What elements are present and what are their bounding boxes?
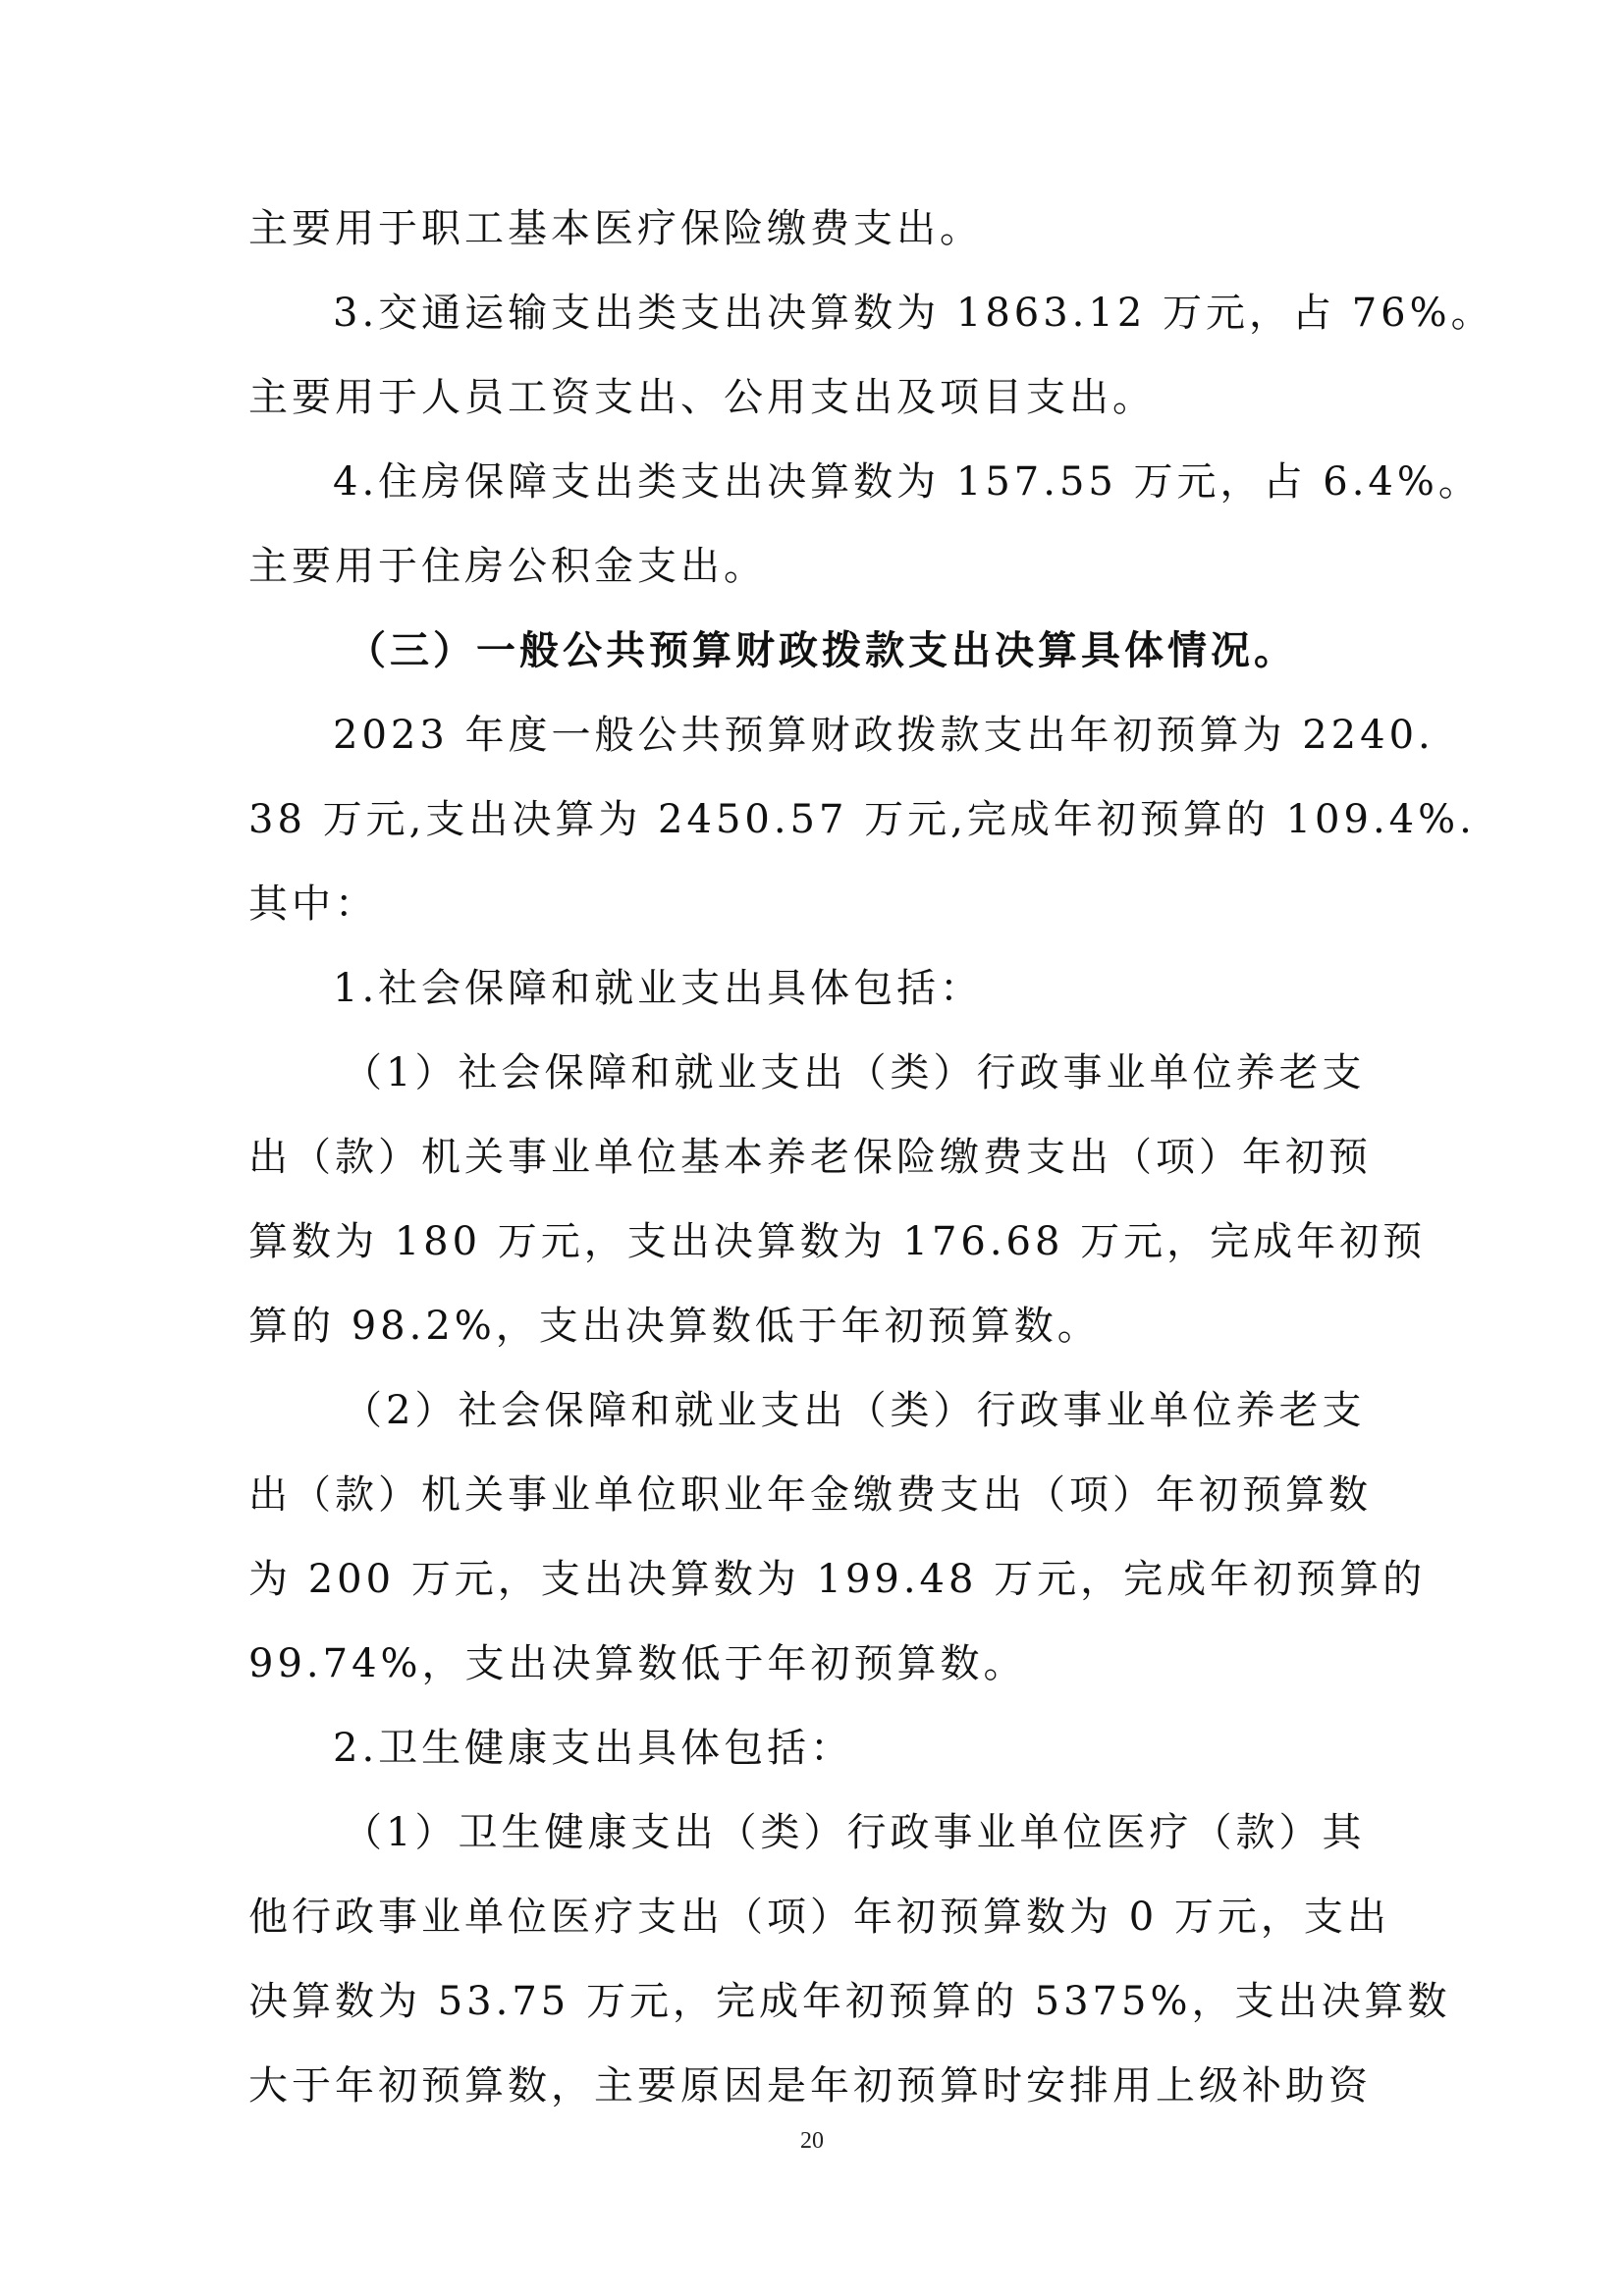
text-line: 出（款）机关事业单位基本养老保险缴费支出（项）年初预 — [248, 1135, 1372, 1180]
text-line: 38 万元,支出决算为 2450.57 万元,完成年初预算的 109.4%. — [248, 797, 1476, 842]
text-line: 99.74%，支出决算数低于年初预算数。 — [248, 1641, 1027, 1686]
text-line: 主要用于职工基本医疗保险缴费支出。 — [248, 206, 983, 251]
text-line: 为 200 万元，支出决算数为 199.48 万元，完成年初预算的 — [248, 1557, 1427, 1602]
text-line: 2.卫生健康支出具体包括： — [333, 1726, 854, 1771]
text-line: 4.住房保障支出类支出决算数为 157.55 万元，占 6.4%。 — [333, 459, 1482, 505]
section-heading: （三）一般公共预算财政拨款支出决算具体情况。 — [347, 627, 1297, 673]
text-line: 2023 年度一般公共预算财政拨款支出年初预算为 2240. — [333, 713, 1435, 758]
text-line: 1.社会保障和就业支出具体包括： — [333, 966, 984, 1011]
text-line: （2）社会保障和就业支出（类）行政事业单位养老支 — [343, 1388, 1366, 1433]
text-line: 主要用于住房公积金支出。 — [248, 544, 767, 589]
text-line: 其中： — [248, 881, 378, 927]
text-line: 他行政事业单位医疗支出（项）年初预算数为 0 万元，支出 — [248, 1895, 1390, 1940]
text-line: 3.交通运输支出类支出决算数为 1863.12 万元，占 76%。 — [333, 291, 1494, 336]
text-line: 算的 98.2%，支出决算数低于年初预算数。 — [248, 1304, 1101, 1349]
text-line: 主要用于人员工资支出、公用支出及项目支出。 — [248, 375, 1156, 420]
text-line: （1）社会保障和就业支出（类）行政事业单位养老支 — [343, 1050, 1366, 1095]
page-number: 20 — [800, 2128, 824, 2154]
text-line: 出（款）机关事业单位职业年金缴费支出（项）年初预算数 — [248, 1472, 1372, 1518]
text-line: （1）卫生健康支出（类）行政事业单位医疗（款）其 — [343, 1810, 1366, 1855]
text-line: 算数为 180 万元，支出决算数为 176.68 万元，完成年初预 — [248, 1219, 1427, 1264]
text-line: 大于年初预算数，主要原因是年初预算时安排用上级补助资 — [248, 2063, 1372, 2109]
body-text — [248, 187, 1494, 2128]
text-line: 决算数为 53.75 万元，完成年初预算的 5375%，支出决算数 — [248, 1979, 1451, 2024]
